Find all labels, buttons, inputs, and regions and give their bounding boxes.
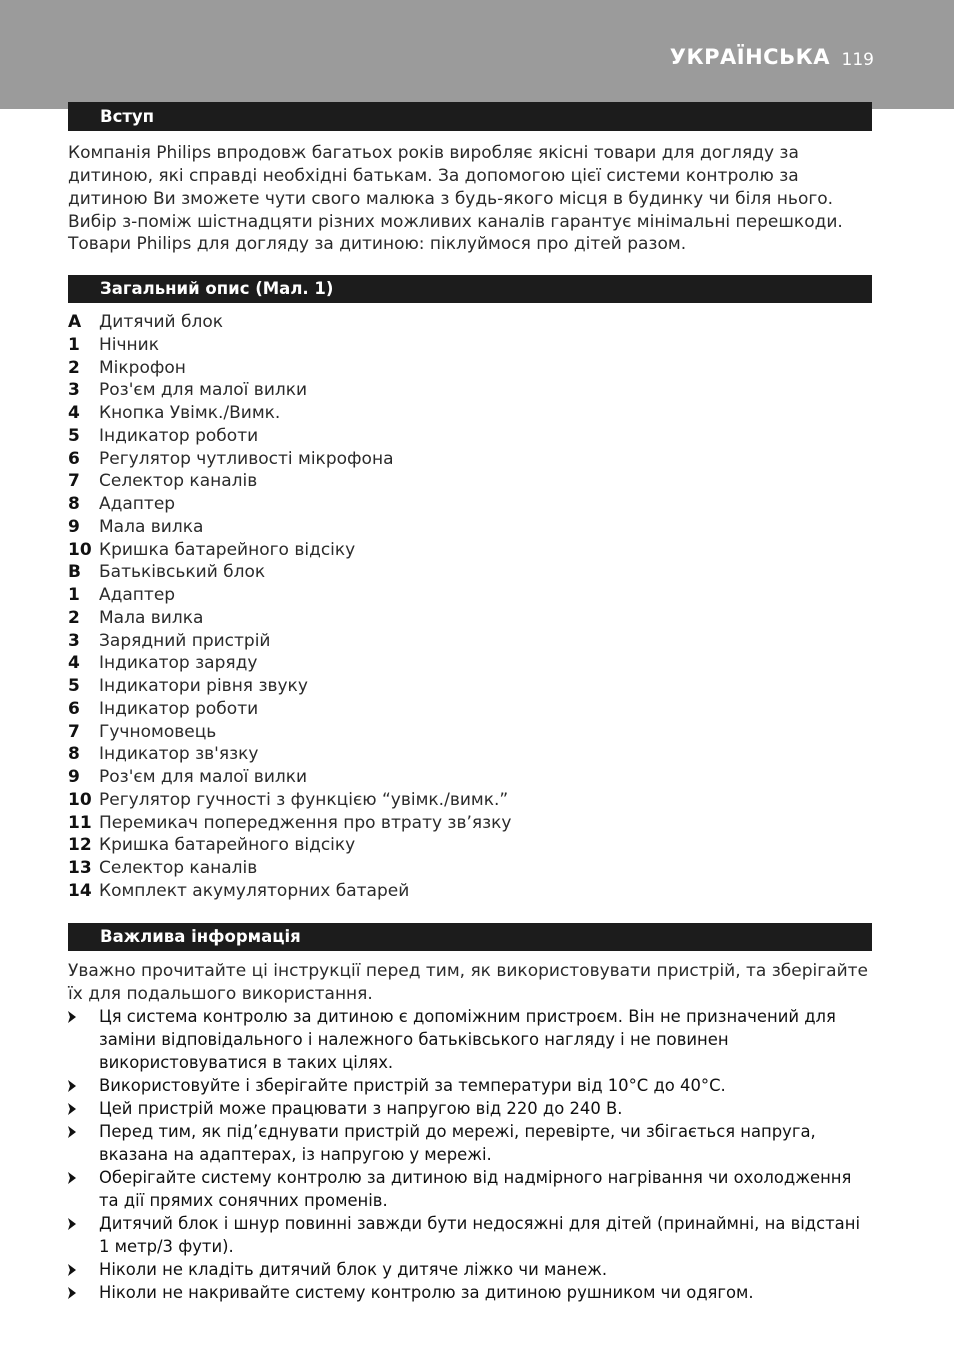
list-item-text: Роз'єм для малої вилки (99, 380, 308, 401)
intro-tagline: Товари Philips для догляду за дитиною: піклуймося про дітей разом. (68, 234, 687, 254)
bullet-arrow-icon (68, 1218, 76, 1229)
list-item-key: 7 (68, 471, 80, 492)
list-item-key: 1 (68, 334, 80, 355)
list-item-key: 9 (68, 516, 80, 537)
bullet-arrow-icon (68, 1264, 76, 1275)
page-number: 119 (841, 50, 874, 70)
list-item-text: Індикатор зв'язку (99, 744, 259, 765)
list-item-key: 10 (68, 539, 92, 560)
list-item (68, 584, 874, 607)
list-item (68, 357, 874, 380)
list-item (68, 448, 874, 471)
list-item-key: 8 (68, 744, 80, 765)
list-item-key: 4 (68, 653, 80, 674)
list-item-text: Індикатор роботи (99, 698, 259, 719)
list-item-key: A (68, 312, 82, 332)
list-item-key: 10 (68, 789, 92, 810)
bullet-text: Дитячий блок і шнур повинні завжди бути недосяжні для дітей (принаймні, на відстані 1 метр/3 фути). (99, 1214, 860, 1256)
list-item-key: 5 (68, 425, 80, 446)
list-item-text: Індикатор заряду (99, 653, 258, 674)
bullet-item (68, 1074, 874, 1097)
list-item-text: Селектор каналів (99, 858, 258, 878)
list-item-key: 3 (68, 380, 80, 401)
important-list (68, 1005, 874, 1304)
list-item (68, 880, 874, 903)
list-item-text: Зарядний пристрій (99, 630, 271, 651)
section-title-overview: Загальний опис (Мал. 1) (68, 275, 872, 303)
list-item (68, 607, 874, 630)
list-item-text: Роз'єм для малої вилки (99, 767, 308, 787)
list-item-text: Регулятор гучності з функцією “увімк./вимк.” (99, 789, 509, 810)
list-item-text: Дитячий блок (99, 312, 224, 332)
list-item (68, 630, 874, 653)
list-item (68, 379, 874, 402)
list-item (68, 743, 874, 766)
list-item (68, 516, 874, 539)
intro-paragraph: Компанія Philips впродовж багатьох років виробляє якісні товари для догляду за дитиною, які справді необхідні батькам. За допомогою цієї системи контролю за дитиною Ви зможете чути свого малюка з будь-якого місця в будинку чи біля нього. Вибір з-поміж шістнадцяти різних можливих каналів гарантує мінімальні перешкоди. (68, 143, 843, 232)
list-item (68, 493, 874, 516)
list-item (68, 402, 874, 425)
list-item (68, 766, 874, 789)
bullet-item (68, 1212, 874, 1258)
list-item-text: Кришка батарейного відсіку (99, 835, 356, 856)
bullet-text: Оберігайте систему контролю за дитиною від надмірного нагрівання чи охолодження та дії прямих сонячних променів. (99, 1168, 852, 1210)
list-item-key: 2 (68, 357, 80, 378)
bullet-text: Цей пристрій може працювати з напругою від 220 до 240 В. (99, 1099, 623, 1118)
list-item-key: 5 (68, 676, 80, 696)
list-item (68, 470, 874, 493)
list-item-text: Кнопка Увімк./Вимк. (99, 403, 281, 423)
bullet-item (68, 1005, 874, 1074)
overview-list (68, 311, 874, 903)
list-item-key: 9 (68, 767, 80, 787)
list-item-key: 7 (68, 721, 80, 742)
list-item-key: 1 (68, 585, 80, 605)
list-item-key: 6 (68, 448, 80, 469)
bullet-arrow-icon (68, 1080, 76, 1091)
bullet-arrow-icon (68, 1126, 76, 1137)
list-item-text: Регулятор чутливості мікрофона (99, 448, 394, 469)
list-item-key: 11 (68, 812, 92, 833)
list-item-text: Адаптер (99, 494, 176, 514)
bullet-item (68, 1120, 874, 1166)
bullet-arrow-icon (68, 1011, 76, 1022)
bullet-arrow-icon (68, 1103, 76, 1114)
list-item-key: 2 (68, 607, 80, 628)
bullet-item (68, 1166, 874, 1212)
bullet-item (68, 1281, 874, 1304)
bullet-text: Ніколи не накривайте систему контролю за дитиною рушником чи одягом. (99, 1283, 754, 1302)
list-item-text: Індикатори рівня звуку (99, 676, 308, 696)
list-item-key: 6 (68, 698, 80, 719)
list-item-text: Мікрофон (99, 357, 186, 378)
list-item (68, 425, 874, 448)
header-language: УКРАЇНСЬКА (669, 45, 830, 69)
list-item-key: 4 (68, 403, 80, 423)
list-item-key: 3 (68, 630, 80, 651)
list-item (68, 812, 874, 835)
list-item-key: 12 (68, 835, 92, 856)
list-item (68, 334, 874, 357)
list-item-text: Адаптер (99, 585, 176, 605)
bullet-text: Використовуйте і зберігайте пристрій за температури від 10°C до 40°C. (99, 1076, 726, 1095)
list-item (68, 311, 874, 334)
list-item-key: 13 (68, 858, 92, 878)
bullet-text: Ніколи не кладіть дитячий блок у дитяче ліжко чи манеж. (99, 1260, 608, 1279)
list-item (68, 698, 874, 721)
list-item (68, 857, 874, 880)
list-item (68, 561, 874, 584)
list-item-text: Комплект акумуляторних батарей (99, 880, 410, 901)
important-intro: Уважно прочитайте ці інструкції перед тим, як використовувати пристрій, та зберігайте їх для подальшого використання. (68, 961, 869, 1004)
list-item-text: Перемикач попередження про втрату зв’язку (99, 812, 512, 833)
bullet-text: Перед тим, як під’єднувати пристрій до мережі, перевірте, чи збігається напруга, вказана на адаптерах, із напругою у мережі. (99, 1122, 816, 1164)
bullet-arrow-icon (68, 1172, 76, 1183)
list-item (68, 789, 874, 812)
section-title-important: Важлива інформація (68, 923, 872, 951)
list-item (68, 652, 874, 675)
list-item (68, 675, 874, 698)
bullet-text: Ця система контролю за дитиною є допоміжним пристроєм. Він не призначений для заміни відповідального і належного батьківського нагляду і не повинен використовуватися в таких цілях. (99, 1007, 836, 1072)
bullet-item (68, 1097, 874, 1120)
list-item (68, 721, 874, 744)
list-item (68, 834, 874, 857)
list-item-key: 14 (68, 880, 92, 901)
list-item-text: Гучномовець (99, 721, 217, 742)
list-item-text: Нічник (99, 334, 159, 355)
list-item (68, 539, 874, 562)
bullet-arrow-icon (68, 1287, 76, 1298)
list-item-text: Кришка батарейного відсіку (99, 539, 356, 560)
list-item-key: B (68, 562, 81, 583)
section-title-intro: Вступ (68, 102, 872, 131)
list-item-text: Селектор каналів (99, 471, 258, 492)
bullet-item (68, 1258, 874, 1281)
list-item-text: Мала вилка (99, 607, 204, 628)
list-item-text: Батьківський блок (99, 562, 266, 583)
list-item-text: Індикатор роботи (99, 425, 259, 446)
list-item-text: Мала вилка (99, 516, 204, 537)
list-item-key: 8 (68, 494, 80, 514)
